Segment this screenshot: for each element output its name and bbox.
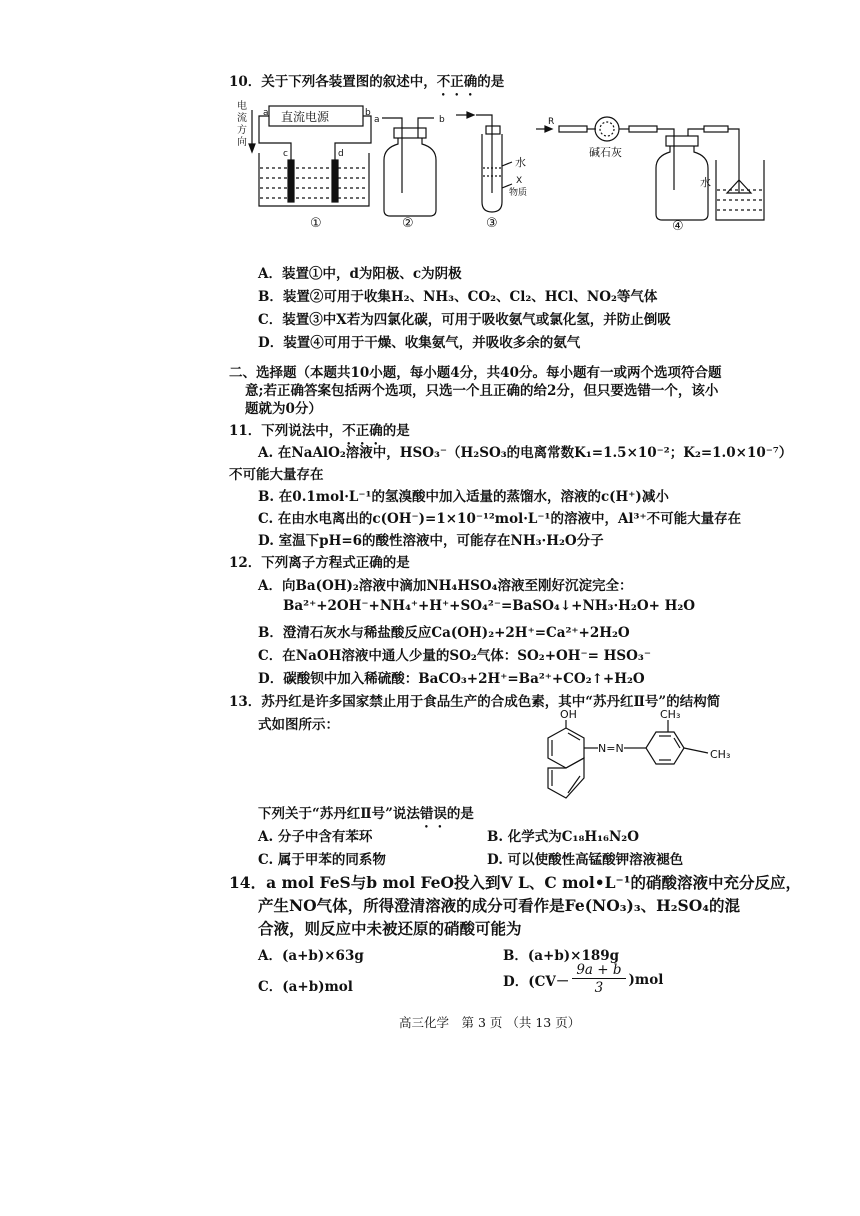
svg-text:④: ④	[672, 219, 684, 233]
svg-text:b: b	[439, 115, 445, 125]
q12-option-d: D．碳酸钡中加入稀硫酸：BaCO₃+2H⁺=Ba²⁺+CO₂↑+H₂O	[258, 671, 645, 687]
q10-option-a: A．装置①中，d为阳极、c为阴极	[258, 266, 462, 282]
q11-option-c: C. 在由水电离出的c(OH⁻)=1×10⁻¹²mol·L⁻¹的溶液中，Al³⁺不可能大量存在	[258, 511, 742, 527]
q14-option-c: C．(a+b)mol	[258, 979, 353, 995]
svg-text:流: 流	[237, 113, 247, 124]
svg-text:OH: OH	[560, 708, 577, 721]
q14-option-a: A．(a+b)×63g	[258, 948, 364, 964]
svg-text:b: b	[365, 108, 371, 118]
q14-option-b: B．(a+b)×189g	[503, 948, 620, 964]
q11-option-a-cont: 不可能大量存在	[229, 467, 324, 483]
q10-apparatus-figure	[234, 98, 774, 233]
q13-option-c: C. 属于甲苯的同系物	[258, 852, 386, 868]
svg-text:R: R	[548, 117, 555, 127]
svg-text:水: 水	[515, 156, 526, 169]
q13-stem-line1: 13．苏丹红是许多国家禁止用于食品生产的合成色素，其中“苏丹红Ⅱ号”的结构简	[229, 694, 721, 710]
svg-text:物质: 物质	[509, 188, 528, 198]
apparatus-3	[456, 112, 527, 231]
q13-option-d: D. 可以使酸性高锰酸钾溶液褪色	[487, 852, 684, 868]
svg-text:方: 方	[237, 125, 247, 136]
q13-option-a: A. 分子中含有苯环	[258, 829, 373, 845]
apparatus-4	[536, 117, 764, 233]
q10-option-b: B．装置②可用于收集H₂、NH₃、CO₂、Cl₂、HCl、NO₂等气体	[258, 289, 658, 305]
svg-text:向: 向	[237, 137, 247, 148]
svg-text:CH₃: CH₃	[660, 708, 681, 721]
q11-stem: 11．下列说法中，不正确的是	[229, 423, 410, 439]
section2-line1: 二、选择题（本题共10小题，每小题4分，共40分。每小题有一或两个选项符合题	[229, 365, 722, 381]
q14-stem-line1: 14．a mol FeS与b mol FeO投入到V L、C mol•L⁻¹的硝酸溶液中充分反应，	[229, 873, 801, 892]
q10-stem: 10．关于下列各装置图的叙述中，不正确的是	[229, 74, 505, 90]
q12-stem: 12．下列离子方程式正确的是	[229, 555, 410, 571]
q13-stem-line2: 式如图所示：	[258, 717, 339, 733]
svg-text:X: X	[516, 176, 523, 186]
q10-option-d: D．装置④可用于干燥、收集氨气，并吸收多余的氨气	[258, 335, 581, 351]
q14-option-d: D．(CV－ 9a + b 3 )mol	[503, 962, 664, 996]
q10-option-c: C．装置③中X若为四氯化碳，可用于吸收氨气或氯化氢，并防止倒吸	[258, 312, 671, 328]
apparatus-2	[374, 115, 445, 231]
q14-stem-line3: 合液，则反应中未被还原的硝酸可能为	[258, 919, 522, 938]
soda-lime-label: 碱石灰	[589, 146, 622, 159]
svg-text:①: ①	[310, 216, 322, 231]
current-direction-label: 电	[237, 101, 247, 112]
apparatus-1	[237, 99, 371, 231]
q13-option-b: B. 化学式为C₁₈H₁₆N₂O	[487, 829, 639, 845]
section2-line3: 题就为0分）	[245, 401, 322, 417]
q11-option-b: B. 在0.1mol·L⁻¹的氢溴酸中加入适量的蒸馏水，溶液的c(H⁺)减小	[258, 489, 669, 505]
sudan-red-structure	[528, 708, 758, 804]
svg-text:水: 水	[700, 176, 711, 189]
section2-line2: 意;若正确答案包括两个选项，只选一个且正确的给2分，但只要选错一个，该小	[245, 383, 719, 399]
power-label: 直流电源	[281, 110, 330, 124]
q14-fraction: 9a + b 3	[572, 962, 625, 997]
svg-text:N=N: N=N	[598, 742, 624, 755]
q12-option-b: B．澄清石灰水与稀盐酸反应Ca(OH)₂+2H⁺=Ca²⁺+2H₂O	[258, 625, 630, 641]
q12-option-a: A．向Ba(OH)₂溶液中滴加NH₄HSO₄溶液至刚好沉淀完全：	[258, 578, 633, 594]
q13-question: 下列关于“苏丹红Ⅱ号”说法错误的是	[258, 806, 474, 822]
svg-text:③: ③	[486, 216, 498, 231]
svg-text:a: a	[374, 115, 380, 125]
page-footer: 高三化学 第 3 页 （共 13 页）	[399, 1015, 581, 1030]
svg-text:d: d	[338, 149, 344, 159]
svg-text:CH₃: CH₃	[710, 748, 731, 761]
q11-option-d: D. 室温下pH=6的酸性溶液中，可能存在NH₃·H₂O分子	[258, 533, 604, 549]
svg-text:a: a	[263, 108, 269, 118]
q12-option-a-equation: Ba²⁺+2OH⁻+NH₄⁺+H⁺+SO₄²⁻=BaSO₄↓+NH₃·H₂O+ H₂O	[283, 598, 696, 614]
q11-option-a: A. 在NaAlO₂溶液中，HSO₃⁻（H₂SO₃的电离常数K₁=1.5×10⁻²；K₂=1.0×10⁻⁷）	[258, 445, 793, 461]
svg-text:c: c	[283, 149, 288, 159]
q12-option-c: C．在NaOH溶液中通人少量的SO₂气体：SO₂+OH⁻= HSO₃⁻	[258, 648, 651, 664]
svg-text:②: ②	[402, 216, 414, 231]
q14-stem-line2: 产生NO气体，所得澄清溶液的成分可看作是Fe(NO₃)₃、H₂SO₄的混	[258, 896, 741, 915]
